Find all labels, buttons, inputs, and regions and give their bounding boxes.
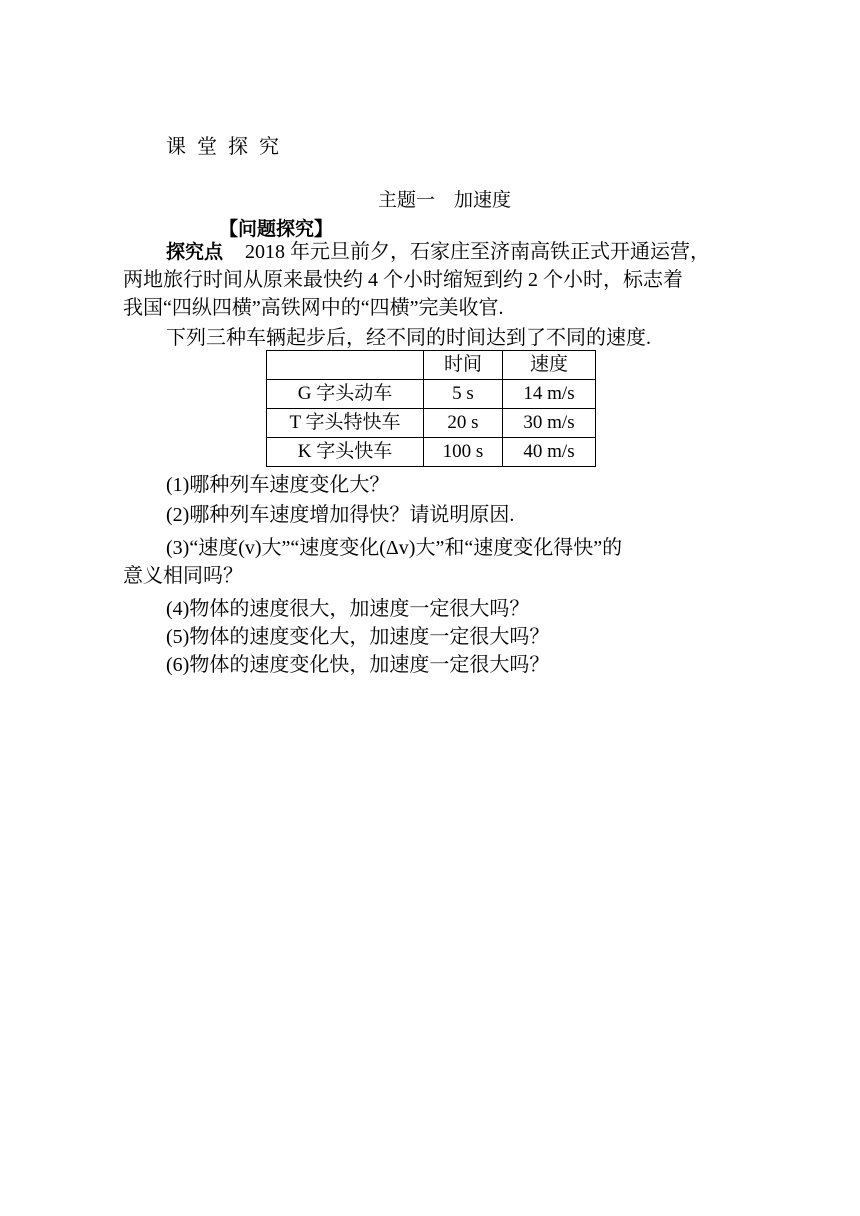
intro-line-2: 两地旅行时间从原来最快约 4 个小时缩短到约 2 个小时，标志着 [123, 269, 683, 291]
table-cell: T 字头特快车 [267, 409, 424, 438]
table-cell: 100 s [424, 438, 503, 467]
table-row [267, 380, 596, 409]
table-header-cell [267, 351, 424, 380]
question-4: (4)物体的速度很大，加速度一定很大吗？ [166, 598, 530, 620]
table-intro: 下列三种车辆起步后，经不同的时间达到了不同的速度. [166, 327, 651, 349]
table-cell: K 字头快车 [267, 438, 424, 467]
table-header-cell: 时间 [424, 351, 503, 380]
table-cell: 20 s [424, 409, 503, 438]
intro-label: 探究点 [166, 241, 224, 263]
table-cell: G 字头动车 [267, 380, 424, 409]
topic-title: 主题一 加速度 [378, 189, 512, 211]
table-cell: 5 s [424, 380, 503, 409]
question-explore-heading: 【问题探究】 [219, 218, 334, 240]
question-1: (1)哪种列车速度变化大？ [166, 474, 390, 496]
section-title: 课堂探究 [166, 134, 290, 158]
table-header-row [267, 351, 596, 380]
intro-line-3: 我国“四纵四横”高铁网中的“四横”完美收官. [123, 297, 504, 319]
intro-line-1 [166, 238, 710, 266]
table-cell: 30 m/s [503, 409, 596, 438]
table-row [267, 409, 596, 438]
question-5: (5)物体的速度变化大，加速度一定很大吗？ [166, 626, 550, 648]
table-cell: 40 m/s [503, 438, 596, 467]
question-3-line-1: (3)“速度(v)大”“速度变化(Δv)大”和“速度变化得快”的 [166, 537, 623, 559]
table-header-cell: 速度 [503, 351, 596, 380]
question-3-line-2: 意义相同吗？ [123, 565, 243, 587]
intro-text-1: 2018 年元旦前夕，石家庄至济南高铁正式开通运营， [245, 241, 711, 263]
table-row [267, 438, 596, 467]
question-2: (2)哪种列车速度增加得快？请说明原因. [166, 504, 515, 526]
table-cell: 14 m/s [503, 380, 596, 409]
question-6: (6)物体的速度变化快，加速度一定很大吗？ [166, 654, 550, 676]
speed-table [266, 350, 596, 467]
